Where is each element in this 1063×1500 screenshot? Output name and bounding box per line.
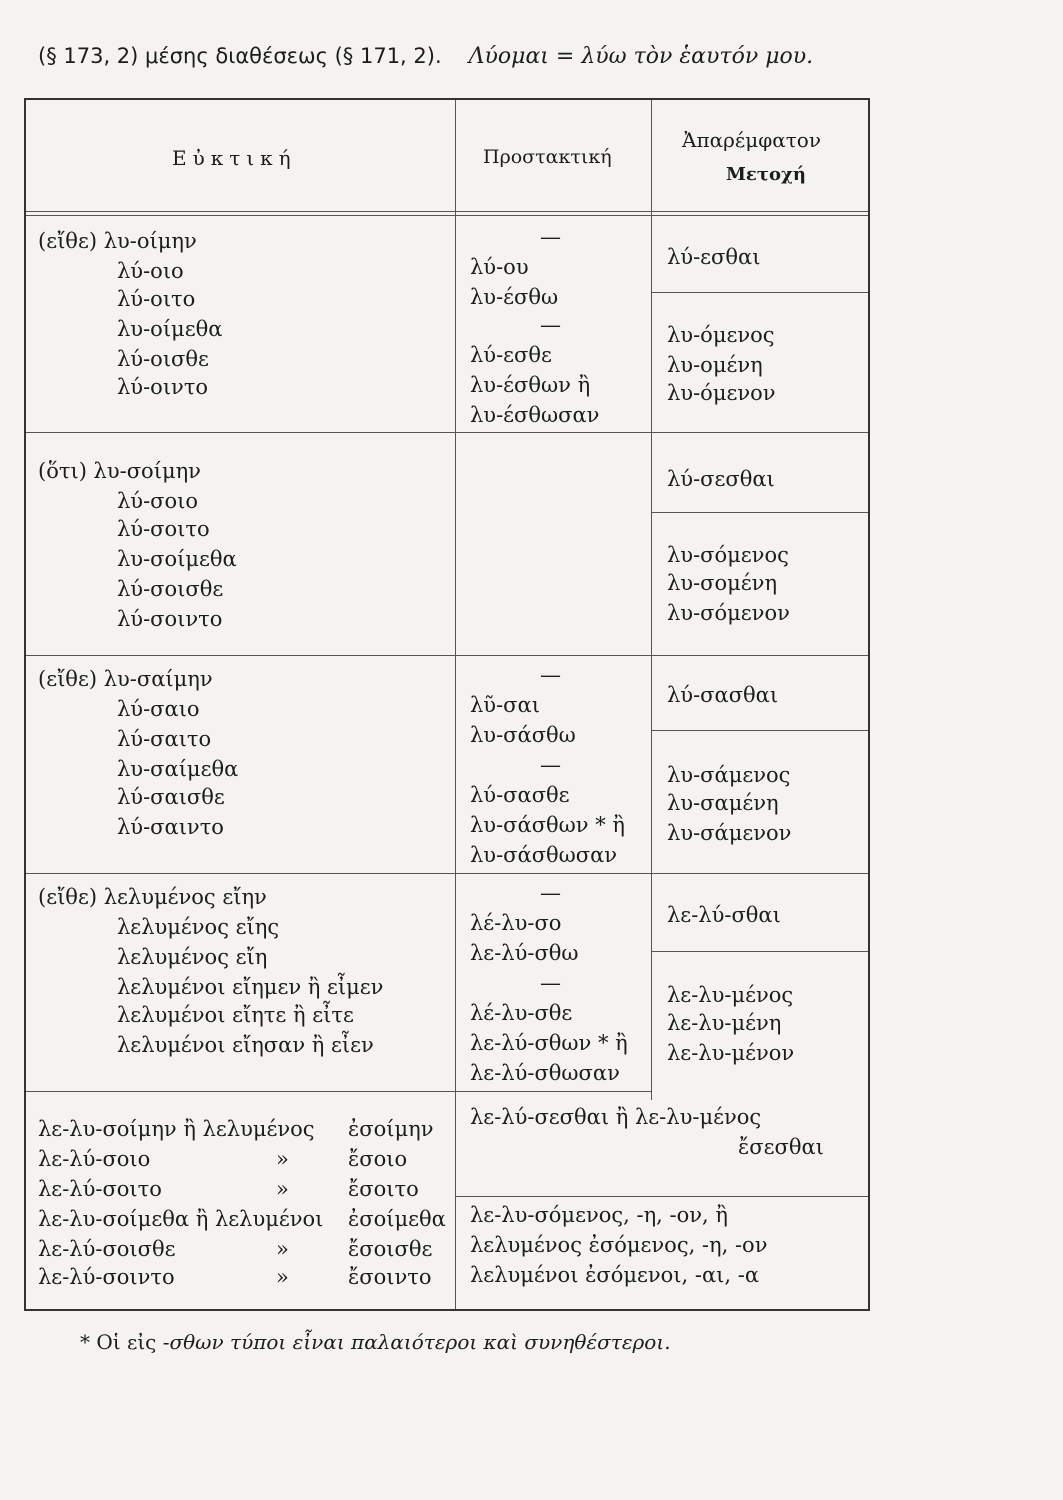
optative-form: λυ-σοίμεθα — [117, 547, 237, 571]
participle-form: λελυμένος ἐσόμενος, -η, -ον — [470, 1233, 768, 1257]
participle-form: λυ-όμενον — [667, 381, 776, 405]
participle-form: λυ-σάμενος — [667, 763, 791, 787]
footnote-text-start: Οἱ εἰς — [96, 1330, 157, 1354]
imperative-form: — — [540, 881, 561, 905]
header-rule-top — [26, 211, 868, 212]
infinitive-form: λε-λύ-σεσθαι ἢ λε-λυ-μένος — [470, 1105, 762, 1129]
footnote — [80, 1330, 671, 1354]
optative-form: λε-λύ-σοιντο — [38, 1265, 175, 1289]
imperative-form: λύ-σασθε — [470, 783, 570, 807]
optative-form: λυ-σαίμεθα — [117, 757, 239, 781]
header-participle: Μετοχή — [726, 164, 806, 185]
infinitive-form: λε-λύ-σθαι — [667, 903, 781, 927]
imperative-form: λυ-σάσθων * ἢ — [470, 813, 625, 837]
footnote-star: * — [80, 1330, 90, 1354]
imperative-form: λε-λύ-σθων * ἢ — [470, 1031, 628, 1055]
inf-rule-3 — [651, 730, 868, 731]
participle-form: λυ-σαμένη — [667, 791, 779, 815]
ditto-mark: » — [276, 1147, 289, 1171]
participle-form: λελυμένοι ἐσόμενοι, -αι, -α — [470, 1263, 760, 1287]
group-rule-4a — [26, 1091, 651, 1092]
optative-form: λελυμένος εἴης — [117, 915, 280, 939]
optative-form: λυ-οίμεθα — [117, 317, 223, 341]
ditto-mark: » — [276, 1237, 289, 1261]
header-rule-bottom — [26, 215, 868, 216]
optative-form: λύ-σαισθε — [117, 785, 225, 809]
optative-form: (ὅτι) λυ-σοίμην — [38, 459, 201, 483]
optative-form: λύ-οιντο — [117, 375, 209, 399]
optative-form: ἐσοίμην — [348, 1117, 434, 1141]
optative-form: ἔσοιντο — [348, 1265, 432, 1289]
imperative-form: λυ-έσθων ἢ — [470, 373, 591, 397]
header-infinitive: Ἀπαρέμφατον — [682, 128, 821, 152]
participle-form: λυ-σόμενον — [667, 601, 790, 625]
group-rule-3 — [26, 873, 868, 874]
group-rule-4b — [455, 1196, 868, 1197]
infinitive-form: ἔσεσθαι — [738, 1135, 824, 1159]
inf-rule-4 — [651, 951, 868, 952]
group-rule-1 — [26, 432, 868, 433]
ditto-mark: » — [276, 1265, 289, 1289]
footnote-italic: -σθων — [162, 1330, 224, 1354]
optative-form: λε-λυ-σοίμεθα ἢ λελυμένοι — [38, 1207, 324, 1231]
infinitive-form: λύ-εσθαι — [667, 245, 761, 269]
imperative-form: λῦ-σαι — [470, 693, 540, 717]
optative-form: λύ-οισθε — [117, 347, 209, 371]
optative-form: (εἴθε) λυ-οίμην — [38, 229, 197, 253]
inf-rule-2 — [651, 512, 868, 513]
optative-form: λύ-οιο — [117, 259, 184, 283]
imperative-form: λυ-έσθω — [470, 285, 559, 309]
imperative-form: λέ-λυ-σθε — [470, 1001, 573, 1025]
participle-form: λυ-όμενος — [667, 323, 775, 347]
participle-form: λυ-σάμενον — [667, 821, 792, 845]
imperative-form: λε-λύ-σθωσαν — [470, 1061, 620, 1085]
participle-form: λυ-ομένη — [667, 353, 763, 377]
participle-form: λυ-σόμενος — [667, 543, 789, 567]
header-definition: Λύομαι = λύω τὸν ἑαυτόν μου. — [468, 44, 814, 69]
optative-form: λύ-σαιο — [117, 697, 200, 721]
group-rule-2 — [26, 655, 868, 656]
header-section-ref: (§ 173, 2) μέσης διαθέσεως (§ 171, 2). — [38, 44, 442, 68]
col-rule-1 — [455, 100, 456, 1309]
ditto-mark: » — [276, 1177, 289, 1201]
infinitive-form: λύ-σασθαι — [667, 683, 779, 707]
participle-form: λε-λυ-μένη — [667, 1011, 782, 1035]
participle-form: λε-λυ-μένον — [667, 1041, 795, 1065]
optative-form: λύ-οιτο — [117, 287, 196, 311]
optative-form: λύ-σοισθε — [117, 577, 224, 601]
optative-form: λε-λύ-σοιο — [38, 1147, 151, 1171]
optative-form: λύ-σοιο — [117, 489, 199, 513]
header-optative: Εὐκτική — [172, 146, 297, 170]
imperative-form: — — [540, 313, 561, 337]
imperative-form: λέ-λυ-σο — [470, 911, 562, 935]
imperative-form: λύ-ου — [470, 255, 529, 279]
imperative-form: — — [540, 971, 561, 995]
header-imperative: Προστακτική — [483, 146, 612, 168]
optative-form: λύ-σαιτο — [117, 727, 212, 751]
participle-form: λε-λυ-μένος — [667, 983, 794, 1007]
optative-form: ἔσοιτο — [348, 1177, 419, 1201]
optative-form: λε-λυ-σοίμην ἢ λελυμένος — [38, 1117, 315, 1141]
imperative-form: λυ-έσθωσαν — [470, 403, 600, 427]
infinitive-form: λύ-σεσθαι — [667, 467, 775, 491]
imperative-form: — — [540, 225, 561, 249]
imperative-form: — — [540, 663, 561, 687]
inf-rule-1 — [651, 292, 868, 293]
optative-form: (εἴθε) λελυμένος εἴην — [38, 885, 267, 909]
footnote-text-end: τύποι εἶναι παλαιότεροι καὶ συνηθέστεροι. — [230, 1330, 671, 1354]
imperative-form: λυ-σάσθω — [470, 723, 576, 747]
optative-form: λελυμένοι εἴητε ἢ εἶτε — [117, 1003, 354, 1027]
optative-form: λύ-σαιντο — [117, 815, 224, 839]
col-rule-2 — [651, 100, 652, 1100]
optative-form: λύ-σοιντο — [117, 607, 223, 631]
page-header — [38, 44, 813, 69]
imperative-form: λυ-σάσθωσαν — [470, 843, 618, 867]
imperative-form: λε-λύ-σθω — [470, 941, 579, 965]
optative-form: ἔσοιο — [348, 1147, 408, 1171]
participle-form: λε-λυ-σόμενος, -η, -ον, ἢ — [470, 1203, 728, 1227]
optative-form: λελυμένοι εἴησαν ἢ εἶεν — [117, 1033, 374, 1057]
imperative-form: λύ-εσθε — [470, 343, 552, 367]
optative-form: λε-λύ-σοιτο — [38, 1177, 162, 1201]
optative-form: ἐσοίμεθα — [348, 1207, 446, 1231]
imperative-form: — — [540, 753, 561, 777]
optative-form: (εἴθε) λυ-σαίμην — [38, 667, 213, 691]
optative-form: λε-λύ-σοισθε — [38, 1237, 176, 1261]
optative-form: ἔσοισθε — [348, 1237, 433, 1261]
optative-form: λελυμένος εἴη — [117, 945, 268, 969]
optative-form: λελυμένοι εἴημεν ἢ εἶμεν — [117, 975, 384, 999]
optative-form: λύ-σοιτο — [117, 517, 210, 541]
participle-form: λυ-σομένη — [667, 571, 778, 595]
